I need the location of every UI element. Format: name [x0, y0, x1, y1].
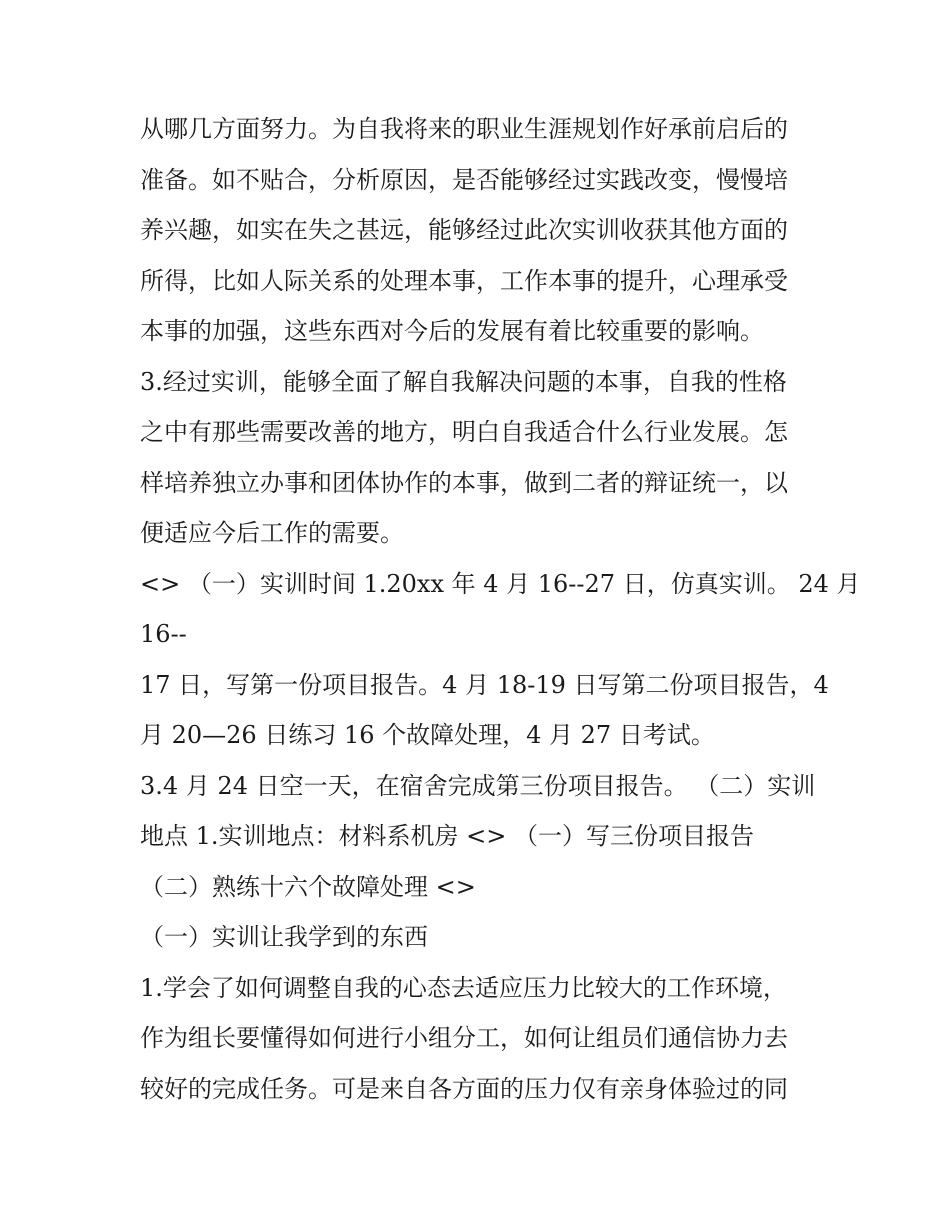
text-line: 便适应今后工作的需要。 — [140, 519, 404, 547]
text-line: 3.4 月 24 日空一天，在宿舍完成第三份项目报告。 （二）实训 — [140, 771, 816, 800]
text-line: 16-- — [140, 620, 187, 648]
text-line: 月 20—26 日练习 16 个故障处理，4 月 27 日考试。 — [140, 721, 715, 749]
text-line: 3.经过实训，能够全面了解自我解决问题的本事，自我的性格 — [140, 367, 787, 396]
text-line: （二）熟练十六个故障处理 <> — [140, 872, 476, 901]
text-line: 本事的加强，这些东西对今后的发展有着比较重要的影响。 — [140, 317, 764, 345]
document-body — [140, 104, 861, 1114]
text-line: <> （一）实训时间 1.20xx 年 4 月 16--27 日，仿真实训。 24 月 — [140, 569, 861, 598]
text-line: 所得，比如人际关系的处理本事，工作本事的提升，心理承受 — [140, 266, 788, 295]
text-line: 作为组长要懂得如何进行小组分工，如何让组员们通信协力去 — [140, 1024, 788, 1052]
text-line: 地点 1.实训地点：材料系机房 <> （一）写三份项目报告 — [140, 822, 755, 850]
text-line: 17 日，写第一份项目报告。4 月 18-19 日写第二份项目报告，4 — [140, 670, 829, 699]
text-line: 样培养独立办事和团体协作的本事，做到二者的辩证统一，以 — [140, 468, 788, 497]
text-line: 准备。如不贴合，分析原因，是否能够经过实践改变，慢慢培 — [140, 165, 788, 194]
text-line: 从哪几方面努力。为自我将来的职业生涯规划作好承前启后的 — [140, 115, 788, 143]
text-line: （一）实训让我学到的东西 — [140, 923, 428, 951]
text-line: 养兴趣，如实在失之甚远，能够经过此次实训收获其他方面的 — [140, 216, 788, 244]
text-line: 较好的完成任务。可是来自各方面的压力仅有亲身体验过的同 — [140, 1074, 788, 1103]
text-line: 1.学会了如何调整自我的心态去适应压力比较大的工作环境， — [140, 973, 787, 1002]
text-line: 之中有那些需要改善的地方，明白自我适合什么行业发展。怎 — [140, 418, 788, 446]
